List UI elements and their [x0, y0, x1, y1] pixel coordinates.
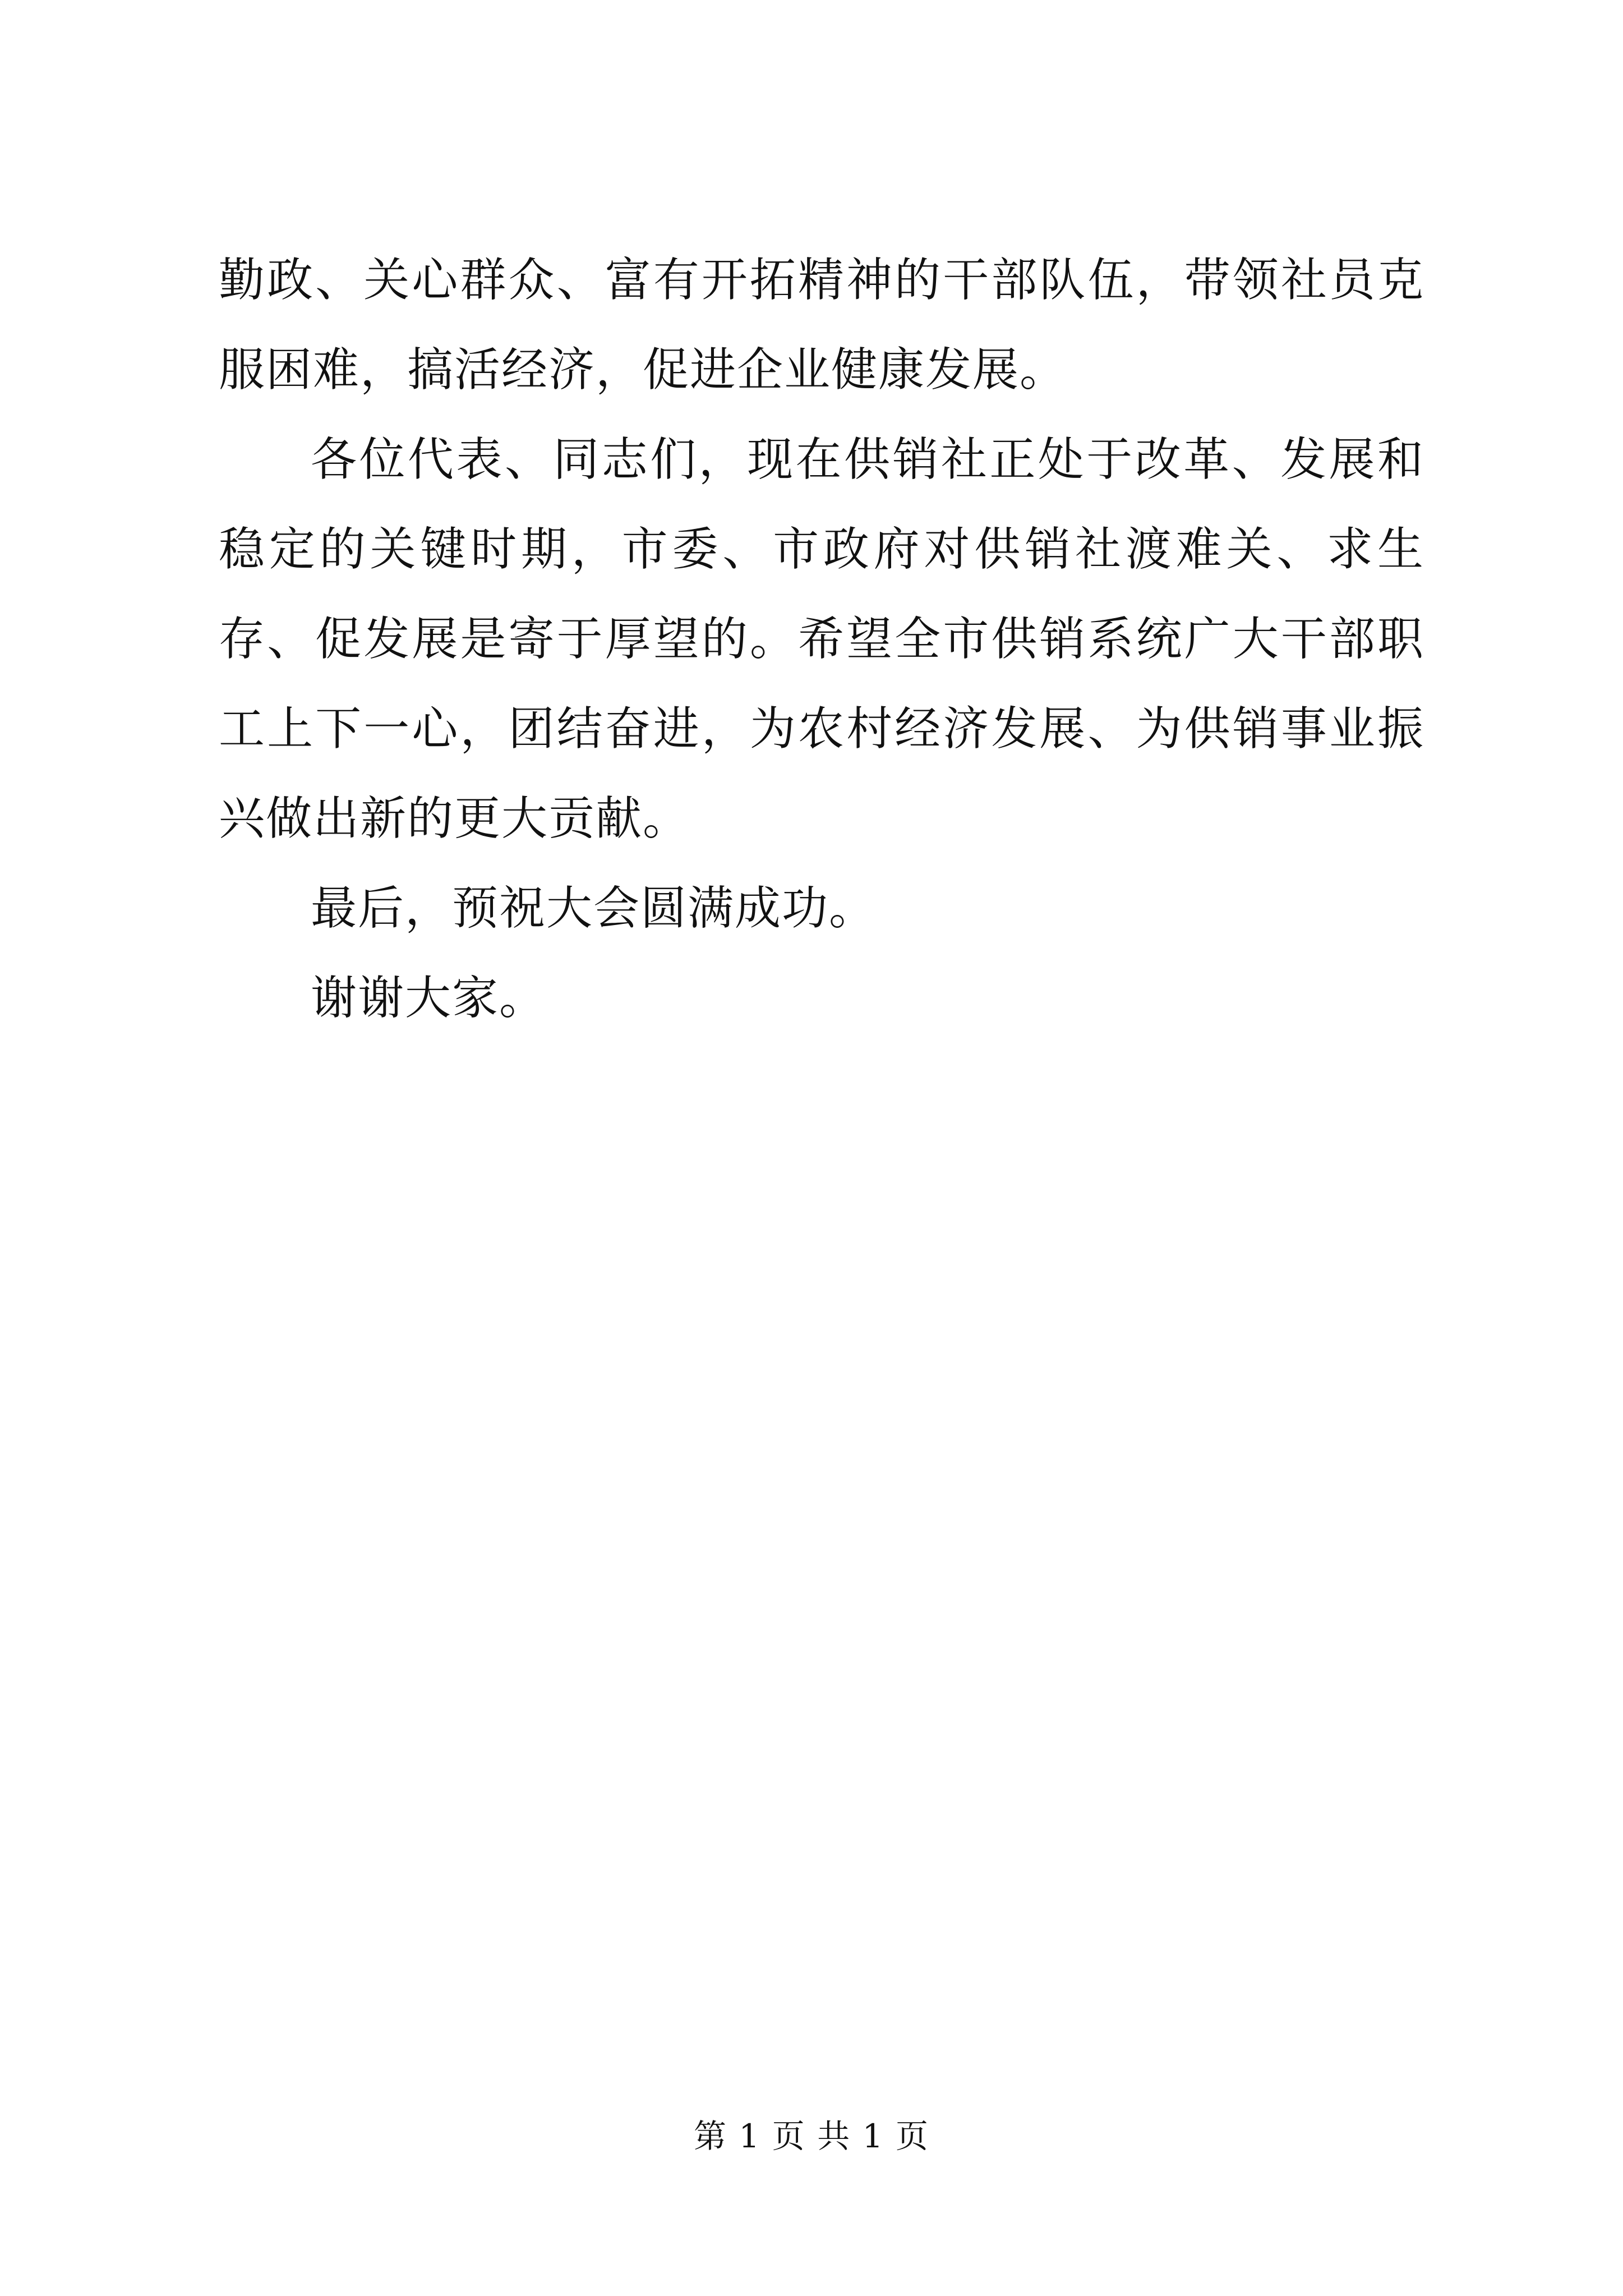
paragraph-continuation: 勤政、关心群众、富有开拓精神的干部队伍，带领社员克服困难，搞活经济，促进企业健康发展。 [219, 254, 1424, 397]
page-footer: 第 1 页 共 1 页 [694, 2117, 929, 2155]
paragraph-thanks: 谢谢大家。 [311, 972, 547, 1025]
document-body [219, 236, 1424, 1043]
paragraph-wish: 最后，预祝大会圆满成功。 [311, 882, 877, 935]
paragraph-appeal: 各位代表、同志们，现在供销社正处于改革、发展和稳定的关键时期，市委、市政府对供销社渡难关、求生存、促发展是寄于厚望的。希望全市供销系统广大干部职工上下一心，团结奋进，为农村经济发展、为供销事业振兴做出新的更大贡献。 [219, 433, 1424, 845]
